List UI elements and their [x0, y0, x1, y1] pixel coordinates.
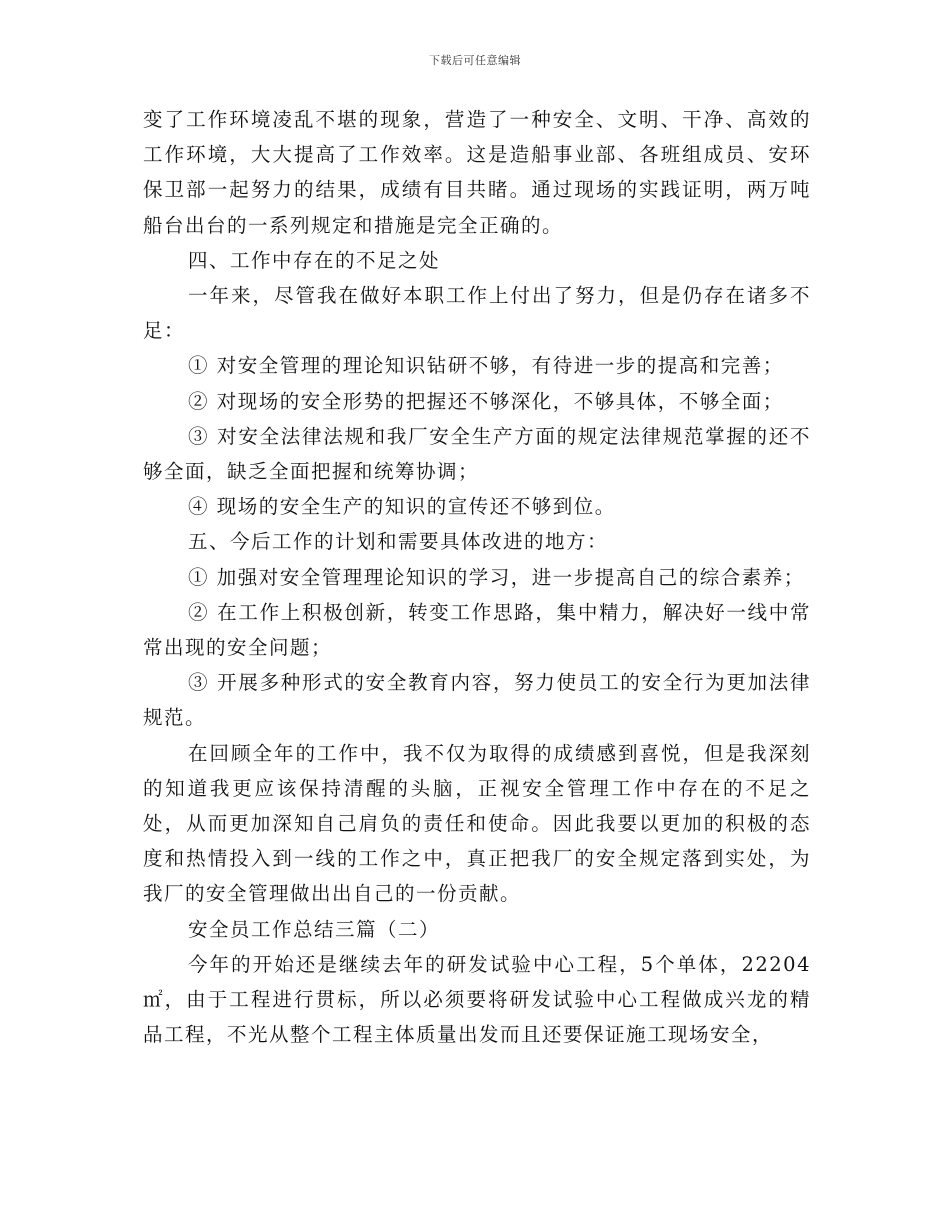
paragraph: 在回顾全年的工作中，我不仅为取得的成绩感到喜悦，但是我深刻的知道我更应该保持清醒的头脑，正视安全管理工作中存在的不足之处，从而更加深知自己肩负的责任和使命。因此我要以更加的积极的态度和热情投入到一线的工作之中，真正把我厂的安全规定落到实处，为我厂的安全管理做出出自己的一份贡献。 — [143, 741, 811, 906]
page-header: 下载后可任意编辑 — [429, 54, 521, 67]
paragraph: 一年来，尽管我在做好本职工作上付出了努力，但是仍存在诸多不足： — [143, 284, 811, 343]
section-heading: 四、工作中存在的不足之处 — [188, 248, 441, 272]
list-item: ① 加强对安全管理理论知识的学习，进一步提高自己的综合素养； — [188, 565, 805, 589]
paragraph: 今年的开始还是继续去年的研发试验中心工程，5个单体，22204㎡，由于工程进行贯标，所以必须要将研发试验中心工程做成兴龙的精品工程，不光从整个工程主体质量出发而且还要保证施工现场安全， — [143, 952, 811, 1047]
list-item: ② 在工作上积极创新，转变工作思路，集中精力，解决好一线中常常出现的安全问题； — [143, 600, 811, 660]
section-heading: 安全员工作总结三篇（二） — [188, 917, 441, 941]
list-item: ② 对现场的安全形势的把握还不够深化，不够具体，不够全面； — [188, 389, 784, 413]
section-heading: 五、今后工作的计划和需要具体改进的地方： — [188, 530, 609, 554]
list-item: ① 对安全管理的理论知识钻研不够，有待进一步的提高和完善； — [188, 354, 784, 378]
list-item: ③ 对安全法律法规和我厂安全生产方面的规定法律规范掌握的还不够全面，缺乏全面把握和统筹协调； — [143, 424, 811, 484]
paragraph: 变了工作环境凌乱不堪的现象，营造了一种安全、文明、干净、高效的工作环境，大大提高了工作效率。这是造船事业部、各班组成员、安环保卫部一起努力的结果，成绩有目共睹。通过现场的实践证明，两万吨船台出台的一系列规定和措施是完全正确的。 — [143, 108, 811, 237]
list-item: ③ 开展多种形式的安全教育内容，努力使员工的安全行为更加法律规范。 — [143, 671, 811, 730]
document-body — [143, 102, 811, 1052]
list-item: ④ 现场的安全生产的知识的宣传还不够到位。 — [188, 495, 616, 519]
